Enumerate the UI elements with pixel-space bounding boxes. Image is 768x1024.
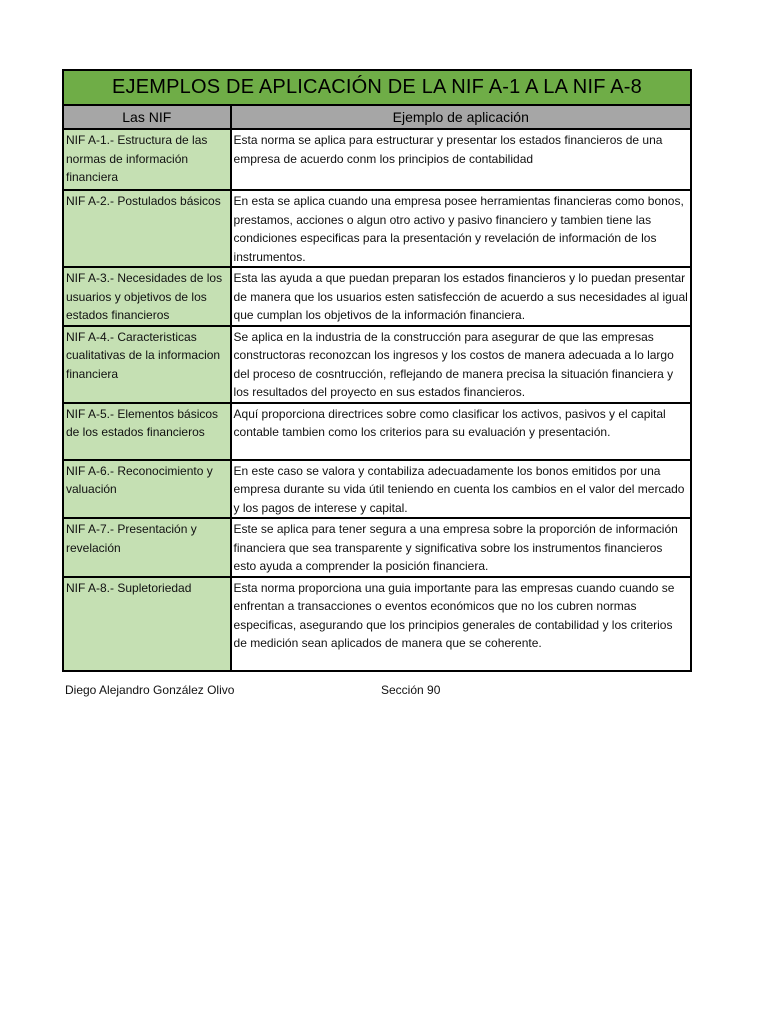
table-title: EJEMPLOS DE APLICACIÓN DE LA NIF A-1 A LA NIF A-8 (63, 70, 691, 105)
title-row (63, 70, 691, 105)
table-row (63, 326, 691, 403)
header-las-nif: Las NIF (63, 105, 231, 129)
section-label: Sección 90 (381, 683, 441, 697)
header-row (63, 105, 691, 129)
table-row (63, 190, 691, 267)
ejemplo-cell: En este caso se valora y contabiliza adecuadamente los bonos emitidos por una empresa durante su vida útil teniendo en cuenta los cambios en el valor del mercado y los pagos de interese y capital. (231, 460, 691, 519)
nif-cell: NIF A-8.- Supletoriedad (63, 577, 231, 671)
header-ejemplo: Ejemplo de aplicación (231, 105, 691, 129)
ejemplo-cell: Esta las ayuda a que puedan preparan los estados financieros y lo puedan presentar de manera que los usuarios esten satisfección de acuerdo a sus necesidades al igual que cumplan los objetivos de la información financiera. (231, 267, 691, 326)
ejemplo-cell: Esta norma proporciona una guia importante para las empresas cuando cuando se enfrentan a transacciones o eventos económicos que no los cubren normas especificas, asegurando que los principios generales de contabilidad y los criterios de medición sean aplicados de manera que se coherente. (231, 577, 691, 671)
table-row (63, 577, 691, 671)
table-row (63, 403, 691, 460)
nif-cell: NIF A-6.- Reconocimiento y valuación (63, 460, 231, 519)
nif-table (62, 69, 692, 672)
table-row (63, 267, 691, 326)
ejemplo-cell: En esta se aplica cuando una empresa posee herramientas financieras como bonos, prestamos, acciones o algun otro activo y pasivo financiero y tambien tiene las condiciones especificas para la presentación y revelación de información de los instrumentos. (231, 190, 691, 267)
nif-cell: NIF A-1.- Estructura de las normas de información financiera (63, 129, 231, 190)
nif-cell: NIF A-4.- Caracteristicas cualitativas de la informacion financiera (63, 326, 231, 403)
table-row (63, 129, 691, 190)
nif-cell: NIF A-7.- Presentación y revelación (63, 518, 231, 577)
author-name: Diego Alejandro González Olivo (65, 683, 235, 697)
table-row (63, 460, 691, 519)
nif-cell: NIF A-3.- Necesidades de los usuarios y objetivos de los estados financieros (63, 267, 231, 326)
ejemplo-cell: Este se aplica para tener segura a una empresa sobre la proporción de información financiera que sea transparente y significativa sobre los instrumentos financieros esto ayuda a comprender la posición financiera. (231, 518, 691, 577)
nif-cell: NIF A-5.- Elementos básicos de los estados financieros (63, 403, 231, 460)
table-row (63, 518, 691, 577)
ejemplo-cell: Aquí proporciona directrices sobre como clasificar los activos, pasivos y el capital contable tambien como los criterios para su evaluación y presentación. (231, 403, 691, 460)
ejemplo-cell: Esta norma se aplica para estructurar y presentar los estados financieros de una empresa de acuerdo conm los principios de contabilidad (231, 129, 691, 190)
nif-cell: NIF A-2.- Postulados básicos (63, 190, 231, 267)
ejemplo-cell: Se aplica en la industria de la construcción para asegurar de que las empresas constructoras reconozcan los ingresos y los costos de manera adecuada a lo largo del proceso de cosntrucción, reflejando de manera precisa la situación financiera y los resultados del proyecto en sus estados financieros. (231, 326, 691, 403)
